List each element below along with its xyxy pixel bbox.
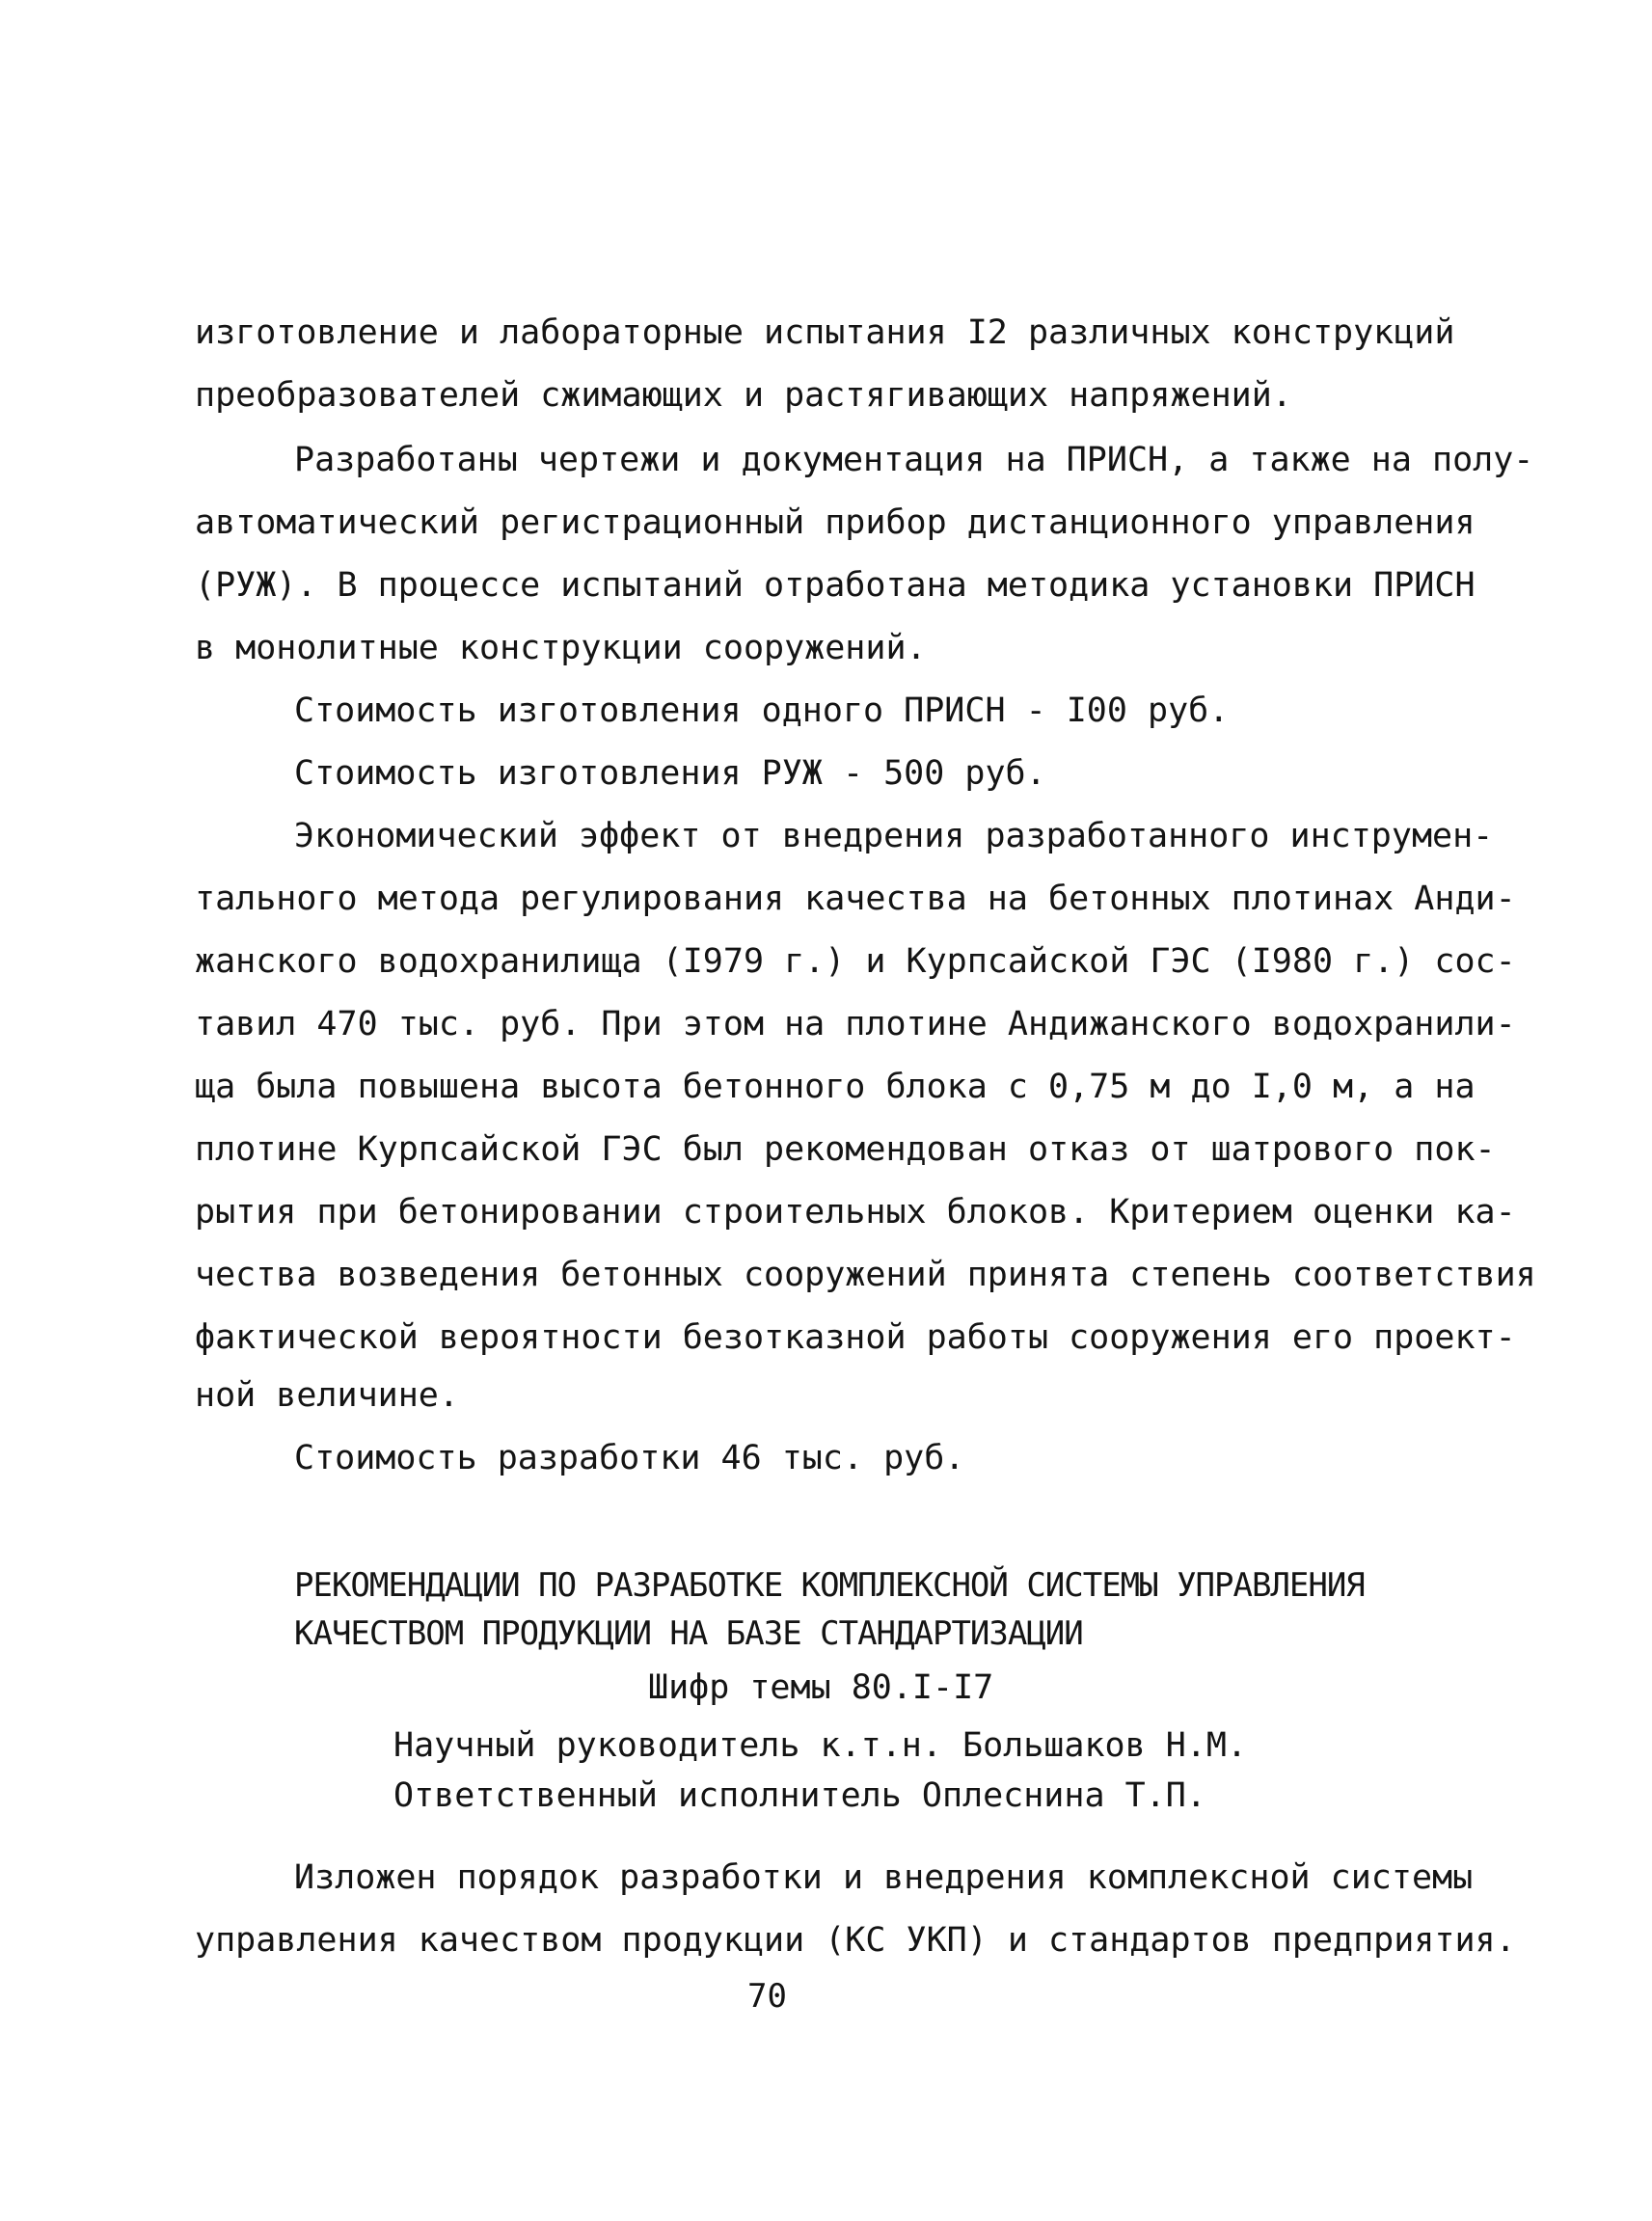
paragraph-2-line-4: в монолитные конструкции сооружений. <box>195 629 927 667</box>
paragraph-3-line-10: ной величине. <box>195 1376 459 1415</box>
paragraph-3-line-3: жанского водохранилища (I979 г.) и Курпсайской ГЭС (I980 г.) сос- <box>195 942 1516 981</box>
paragraph-4-line-2: управления качеством продукции (КС УКП) и стандартов предприятия. <box>195 1921 1516 1960</box>
page-number: 70 <box>747 1977 787 2016</box>
paragraph-3-line-5: ща была повышена высота бетонного блока с 0,75 м до I,0 м, а на <box>195 1068 1476 1106</box>
paragraph-1-line-2: преобразователей сжимающих и растягивающих напряжений. <box>195 376 1292 415</box>
cost-ruzh: Стоимость изготовления РУЖ - 500 руб. <box>294 754 1046 793</box>
scientific-supervisor: Научный руководитель к.т.н. Большаков Н.М. <box>393 1726 1248 1765</box>
paragraph-3-line-2: тального метода регулирования качества на бетонных плотинах Анди- <box>195 880 1516 918</box>
section-title-line-1: РЕКОМЕНДАЦИИ ПО РАЗРАБОТКЕ КОМПЛЕКСНОЙ СИСТЕМЫ УПРАВЛЕНИЯ <box>294 1566 1365 1605</box>
paragraph-2-line-2: автоматический регистрационный прибор дистанционного управления <box>195 503 1476 542</box>
paragraph-3-line-9: фактической вероятности безотказной работы сооружения его проект- <box>195 1318 1516 1357</box>
cost-prisn: Стоимость изготовления одного ПРИСН - I00 руб. <box>294 691 1230 730</box>
paragraph-2-line-1: Разработаны чертежи и документация на ПРИСН, а также на полу- <box>294 441 1534 479</box>
paragraph-2-line-3: (РУЖ). В процессе испытаний отработана методика установки ПРИСН <box>195 566 1476 605</box>
paragraph-1-line-1: изготовление и лабораторные испытания I2 различных конструкций <box>195 313 1455 352</box>
paragraph-4-line-1: Изложен порядок разработки и внедрения комплексной системы <box>294 1858 1474 1897</box>
paragraph-3-line-4: тавил 470 тыс. руб. При этом на плотине Андижанского водохранили- <box>195 1005 1516 1043</box>
cost-development: Стоимость разработки 46 тыс. руб. <box>294 1439 965 1477</box>
section-title-line-2: КАЧЕСТВОМ ПРОДУКЦИИ НА БАЗЕ СТАНДАРТИЗАЦИИ <box>294 1614 1083 1653</box>
responsible-executor: Ответственный исполнитель Оплеснина Т.П. <box>393 1776 1206 1815</box>
paragraph-3-line-6: плотине Курпсайской ГЭС был рекомендован отказ от шатрового пок- <box>195 1130 1496 1169</box>
paragraph-3-line-8: чества возведения бетонных сооружений принята степень соответствия <box>195 1256 1536 1294</box>
paragraph-3-line-7: рытия при бетонировании строительных блоков. Критерием оценки ка- <box>195 1193 1516 1232</box>
topic-code: Шифр темы 80.I-I7 <box>648 1668 994 1707</box>
paragraph-3-line-1: Экономический эффект от внедрения разработанного инструмен- <box>294 817 1494 855</box>
